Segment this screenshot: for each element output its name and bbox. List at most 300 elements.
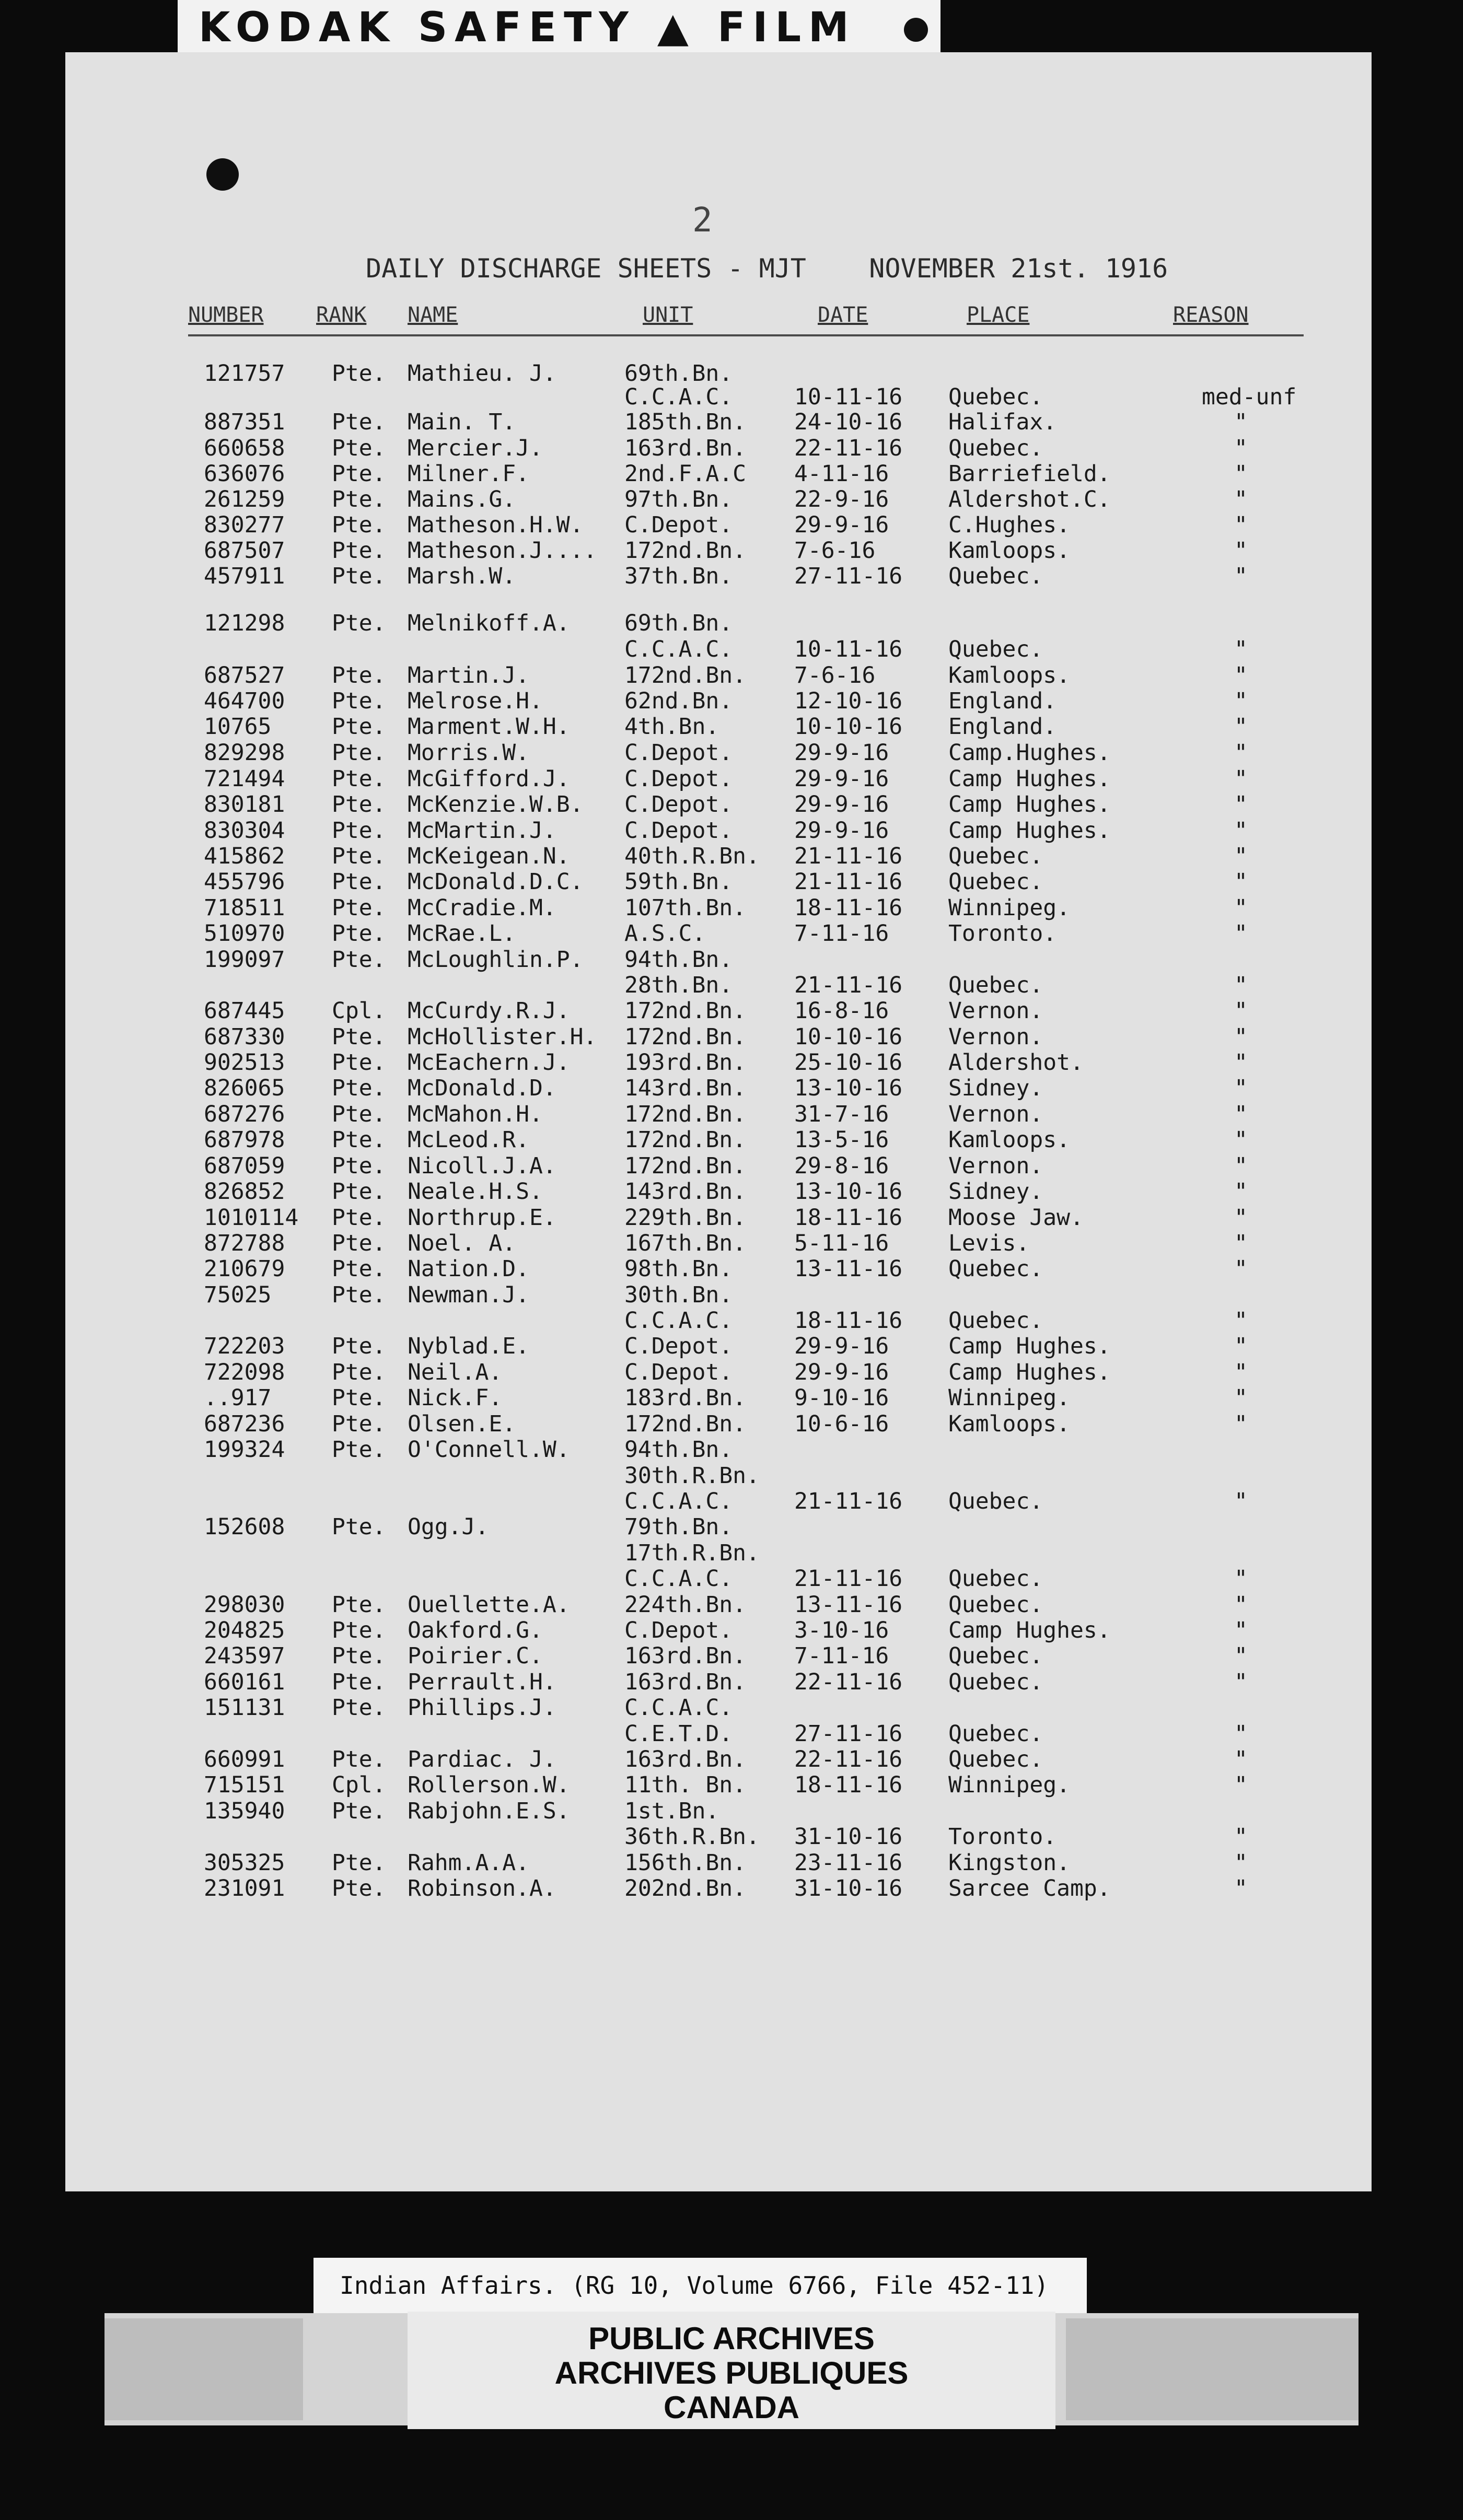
cell-name: Rollerson.W.: [408, 1772, 570, 1798]
cell-place: C.Hughes.: [948, 512, 1070, 538]
cell-unit: 172nd.Bn.: [624, 1153, 746, 1179]
cell-unit: C.C.A.C.: [624, 636, 733, 662]
table-row: [65, 563, 1372, 589]
cell-place: Vernon.: [948, 1101, 1043, 1127]
cell-unit: 97th.Bn.: [624, 486, 733, 512]
cell-rank: Pte.: [332, 1643, 386, 1669]
cell-name: Perrault.H.: [408, 1669, 556, 1695]
cell-reason: med-unf: [1202, 384, 1297, 410]
table-row: [65, 791, 1372, 818]
cell-name: Nick.F.: [408, 1385, 503, 1411]
cell-place: Toronto.: [948, 1824, 1057, 1850]
cell-reason: ": [1234, 791, 1248, 818]
cell-rank: Pte.: [332, 740, 386, 766]
header-reason: REASON: [1173, 303, 1249, 327]
cell-reason: ": [1234, 1205, 1248, 1231]
cell-rank: Pte.: [332, 1205, 386, 1231]
header-unit: UNIT: [643, 303, 693, 327]
table-row: [65, 1824, 1372, 1850]
cell-date: 29-9-16: [794, 1333, 889, 1359]
cell-rank: Cpl.: [332, 1772, 386, 1798]
table-row: [65, 920, 1372, 947]
cell-number: 1010114: [204, 1205, 299, 1231]
cell-place: Quebec.: [948, 1746, 1043, 1772]
cell-unit: C.C.A.C.: [624, 1566, 733, 1592]
cell-rank: Pte.: [332, 461, 386, 487]
cell-reason: ": [1234, 1669, 1248, 1695]
cell-name: McGifford.J.: [408, 766, 570, 792]
cell-number: 199097: [204, 947, 285, 973]
cell-unit: 143rd.Bn.: [624, 1179, 746, 1205]
table-row: [65, 1540, 1372, 1566]
film-leader-segment: [104, 2318, 303, 2420]
cell-name: McMahon.H.: [408, 1101, 543, 1127]
cell-unit: 167th.Bn.: [624, 1230, 746, 1256]
cell-reason: ": [1234, 409, 1248, 435]
cell-rank: Pte.: [332, 1617, 386, 1643]
cell-reason: ": [1234, 512, 1248, 538]
cell-date: 31-7-16: [794, 1101, 889, 1127]
cell-date: 21-11-16: [794, 1488, 903, 1514]
discharge-sheet-page: [65, 52, 1372, 2191]
cell-name: McCurdy.R.J.: [408, 998, 570, 1024]
cell-number: 687059: [204, 1153, 285, 1179]
cell-place: Vernon.: [948, 1024, 1043, 1050]
table-row: [65, 1669, 1372, 1695]
cell-unit: 79th.Bn.: [624, 1514, 733, 1540]
cell-date: 23-11-16: [794, 1850, 903, 1876]
cell-place: Kamloops.: [948, 1411, 1070, 1437]
cell-number: 660991: [204, 1746, 285, 1772]
table-row: [65, 998, 1372, 1024]
archive-line-3: CANADA: [664, 2390, 799, 2425]
cell-unit: 30th.R.Bn.: [624, 1463, 760, 1489]
table-row: [65, 1798, 1372, 1824]
cell-number: 261259: [204, 486, 285, 512]
cell-name: Oakford.G.: [408, 1617, 543, 1643]
cell-reason: ": [1234, 1127, 1248, 1153]
cell-rank: Pte.: [332, 435, 386, 461]
cell-place: Quebec.: [948, 563, 1043, 589]
cell-number: 830304: [204, 818, 285, 844]
cell-reason: ": [1234, 1746, 1248, 1772]
cell-reason: ": [1234, 1643, 1248, 1669]
cell-unit: 163rd.Bn.: [624, 435, 746, 461]
cell-place: Aldershot.: [948, 1049, 1084, 1076]
cell-place: Quebec.: [948, 972, 1043, 998]
table-row: [65, 1385, 1372, 1411]
cell-unit: 62nd.Bn.: [624, 688, 733, 714]
cell-number: 829298: [204, 740, 285, 766]
cell-rank: Pte.: [332, 947, 386, 973]
cell-unit: 37th.Bn.: [624, 563, 733, 589]
cell-place: Kingston.: [948, 1850, 1070, 1876]
cell-date: 21-11-16: [794, 843, 903, 869]
cell-rank: Pte.: [332, 563, 386, 589]
cell-name: Ogg.J.: [408, 1514, 489, 1540]
cell-date: 10-10-16: [794, 714, 903, 740]
cell-number: 660658: [204, 435, 285, 461]
cell-rank: Pte.: [332, 662, 386, 689]
table-row: [65, 947, 1372, 973]
cell-rank: Pte.: [332, 1875, 386, 1901]
cell-rank: Pte.: [332, 688, 386, 714]
cell-number: 455796: [204, 869, 285, 895]
cell-rank: Pte.: [332, 1230, 386, 1256]
cell-place: Quebec.: [948, 384, 1043, 410]
cell-number: 826852: [204, 1179, 285, 1205]
cell-number: 510970: [204, 920, 285, 947]
cell-number: 887351: [204, 409, 285, 435]
cell-place: England.: [948, 688, 1057, 714]
cell-name: Morris.W.: [408, 740, 529, 766]
cell-date: 29-9-16: [794, 791, 889, 818]
cell-place: Quebec.: [948, 435, 1043, 461]
cell-place: Camp Hughes.: [948, 1359, 1111, 1385]
cell-place: Barriefield.: [948, 461, 1111, 487]
cell-unit: 17th.R.Bn.: [624, 1540, 760, 1566]
table-row: [65, 538, 1372, 564]
cell-name: Nation.D.: [408, 1256, 529, 1282]
cell-place: Camp Hughes.: [948, 1333, 1111, 1359]
table-row: [65, 1359, 1372, 1385]
cell-date: 13-11-16: [794, 1256, 903, 1282]
film-edge-label: KODAK SAFETY ▲ FILM: [199, 4, 856, 51]
cell-unit: 107th.Bn.: [624, 895, 746, 921]
cell-reason: ": [1234, 1333, 1248, 1359]
table-row: [65, 512, 1372, 538]
cell-number: 687276: [204, 1101, 285, 1127]
cell-date: 22-9-16: [794, 486, 889, 512]
cell-place: Toronto.: [948, 920, 1057, 947]
cell-name: McDonald.D.: [408, 1075, 556, 1101]
archive-line-1: PUBLIC ARCHIVES: [588, 2321, 875, 2356]
table-row: [65, 1592, 1372, 1618]
cell-unit: 183rd.Bn.: [624, 1385, 746, 1411]
table-row: [65, 1205, 1372, 1231]
table-row: [65, 895, 1372, 921]
cell-name: Phillips.J.: [408, 1695, 556, 1721]
cell-number: 687330: [204, 1024, 285, 1050]
cell-unit: C.C.A.C.: [624, 384, 733, 410]
cell-name: Robinson.A.: [408, 1875, 556, 1901]
cell-name: Nyblad.E.: [408, 1333, 529, 1359]
cell-reason: ": [1234, 740, 1248, 766]
cell-date: 18-11-16: [794, 1308, 903, 1334]
cell-place: Moose Jaw.: [948, 1205, 1084, 1231]
cell-unit: 172nd.Bn.: [624, 1024, 746, 1050]
cell-place: Sarcee Camp.: [948, 1875, 1111, 1901]
cell-unit: 193rd.Bn.: [624, 1049, 746, 1076]
cell-unit: C.E.T.D.: [624, 1721, 733, 1747]
cell-reason: ": [1234, 1721, 1248, 1747]
cell-date: 9-10-16: [794, 1385, 889, 1411]
cell-rank: Pte.: [332, 714, 386, 740]
cell-reason: ": [1234, 538, 1248, 564]
cell-name: Newman.J.: [408, 1282, 529, 1308]
cell-rank: Pte.: [332, 486, 386, 512]
cell-date: 13-11-16: [794, 1592, 903, 1618]
cell-reason: ": [1234, 895, 1248, 921]
cell-place: Vernon.: [948, 1153, 1043, 1179]
cell-rank: Pte.: [332, 1746, 386, 1772]
cell-unit: C.C.A.C.: [624, 1488, 733, 1514]
cell-date: 22-11-16: [794, 1746, 903, 1772]
cell-reason: ": [1234, 1101, 1248, 1127]
cell-unit: 172nd.Bn.: [624, 1127, 746, 1153]
cell-unit: 4th.Bn.: [624, 714, 719, 740]
cell-rank: Pte.: [332, 1359, 386, 1385]
cell-rank: Pte.: [332, 869, 386, 895]
cell-place: Halifax.: [948, 409, 1057, 435]
table-row: [65, 610, 1372, 636]
cell-number: ..917: [204, 1385, 272, 1411]
cell-rank: Pte.: [332, 843, 386, 869]
cell-number: 636076: [204, 461, 285, 487]
cell-reason: ": [1234, 662, 1248, 689]
table-row: [65, 1566, 1372, 1592]
cell-date: 31-10-16: [794, 1875, 903, 1901]
cell-reason: ": [1234, 869, 1248, 895]
cell-number: 872788: [204, 1230, 285, 1256]
cell-place: Winnipeg.: [948, 1385, 1070, 1411]
cell-date: 18-11-16: [794, 1205, 903, 1231]
cell-unit: 163rd.Bn.: [624, 1669, 746, 1695]
cell-number: 826065: [204, 1075, 285, 1101]
cell-number: 457911: [204, 563, 285, 589]
cell-date: 18-11-16: [794, 1772, 903, 1798]
cell-rank: Pte.: [332, 920, 386, 947]
header-place: PLACE: [967, 303, 1030, 327]
cell-place: Quebec.: [948, 1643, 1043, 1669]
cell-reason: ": [1234, 818, 1248, 844]
cell-place: Kamloops.: [948, 1127, 1070, 1153]
cell-date: 10-11-16: [794, 384, 903, 410]
cell-number: 75025: [204, 1282, 272, 1308]
cell-rank: Pte.: [332, 766, 386, 792]
cell-date: 4-11-16: [794, 461, 889, 487]
cell-name: Noel. A.: [408, 1230, 516, 1256]
table-row: [65, 740, 1372, 766]
table-row: [65, 1643, 1372, 1669]
cell-name: Poirier.C.: [408, 1643, 543, 1669]
cell-unit: 40th.R.Bn.: [624, 843, 760, 869]
cell-reason: ": [1234, 1359, 1248, 1385]
cell-rank: Pte.: [332, 1333, 386, 1359]
table-row: [65, 435, 1372, 461]
reference-label: [314, 2258, 1087, 2314]
cell-place: Winnipeg.: [948, 1772, 1070, 1798]
cell-name: Melnikoff.A.: [408, 610, 570, 636]
cell-rank: Pte.: [332, 1179, 386, 1205]
cell-number: 687236: [204, 1411, 285, 1437]
cell-date: 22-11-16: [794, 435, 903, 461]
cell-name: McLeod.R.: [408, 1127, 529, 1153]
cell-reason: ": [1234, 1875, 1248, 1901]
cell-unit: 30th.Bn.: [624, 1282, 733, 1308]
cell-date: 10-11-16: [794, 636, 903, 662]
cell-name: Rabjohn.E.S.: [408, 1798, 570, 1824]
cell-unit: 163rd.Bn.: [624, 1746, 746, 1772]
cell-name: McCradie.M.: [408, 895, 556, 921]
table-row: [65, 1049, 1372, 1076]
cell-name: Melrose.H.: [408, 688, 543, 714]
cell-number: 415862: [204, 843, 285, 869]
cell-date: 10-10-16: [794, 1024, 903, 1050]
cell-date: 27-11-16: [794, 563, 903, 589]
cell-unit: 2nd.F.A.C: [624, 461, 746, 487]
cell-name: Martin.J.: [408, 662, 529, 689]
cell-date: 18-11-16: [794, 895, 903, 921]
table-row: [65, 636, 1372, 662]
cell-name: Marsh.W.: [408, 563, 516, 589]
cell-number: 10765: [204, 714, 272, 740]
cell-unit: 94th.Bn.: [624, 947, 733, 973]
cell-place: Quebec.: [948, 843, 1043, 869]
cell-reason: ": [1234, 972, 1248, 998]
table-row: [65, 1437, 1372, 1463]
table-row: [65, 1721, 1372, 1747]
cell-unit: C.Depot.: [624, 1359, 733, 1385]
table-row: [65, 1875, 1372, 1901]
table-row: [65, 1075, 1372, 1101]
cell-reason: ": [1234, 461, 1248, 487]
archive-line-2: ARCHIVES PUBLIQUES: [554, 2355, 909, 2390]
cell-place: Kamloops.: [948, 538, 1070, 564]
cell-rank: Pte.: [332, 791, 386, 818]
cell-reason: ": [1234, 1617, 1248, 1643]
cell-number: 715151: [204, 1772, 285, 1798]
cell-rank: Pte.: [332, 1256, 386, 1282]
cell-reason: ": [1234, 1049, 1248, 1076]
cell-name: McKeigean.N.: [408, 843, 570, 869]
cell-name: Nicoll.J.A.: [408, 1153, 556, 1179]
cell-rank: Pte.: [332, 1024, 386, 1050]
cell-date: 16-8-16: [794, 998, 889, 1024]
cell-rank: Cpl.: [332, 998, 386, 1024]
table-row: [65, 662, 1372, 689]
cell-place: Levis.: [948, 1230, 1030, 1256]
cell-place: Quebec.: [948, 1669, 1043, 1695]
cell-date: 29-8-16: [794, 1153, 889, 1179]
cell-name: Mathieu. J.: [408, 360, 556, 387]
cell-number: 722203: [204, 1333, 285, 1359]
cell-unit: 11th. Bn.: [624, 1772, 746, 1798]
cell-unit: C.Depot.: [624, 512, 733, 538]
cell-rank: Pte.: [332, 1592, 386, 1618]
cell-unit: 202nd.Bn.: [624, 1875, 746, 1901]
cell-rank: Pte.: [332, 1153, 386, 1179]
cell-reason: ": [1234, 688, 1248, 714]
cell-place: Quebec.: [948, 1308, 1043, 1334]
cell-date: 3-10-16: [794, 1617, 889, 1643]
cell-rank: Pte.: [332, 1669, 386, 1695]
cell-name: McHollister.H.: [408, 1024, 597, 1050]
table-row: [65, 461, 1372, 487]
cell-number: 151131: [204, 1695, 285, 1721]
cell-number: 902513: [204, 1049, 285, 1076]
cell-date: 7-6-16: [794, 538, 876, 564]
cell-rank: Pte.: [332, 360, 386, 387]
cell-reason: ": [1234, 1179, 1248, 1205]
table-row: [65, 1850, 1372, 1876]
cell-rank: Pte.: [332, 610, 386, 636]
table-row: [65, 1617, 1372, 1643]
cell-number: 721494: [204, 766, 285, 792]
cell-reason: ": [1234, 998, 1248, 1024]
cell-name: O'Connell.W.: [408, 1437, 570, 1463]
cell-place: Quebec.: [948, 1566, 1043, 1592]
cell-place: Kamloops.: [948, 662, 1070, 689]
cell-unit: 185th.Bn.: [624, 409, 746, 435]
cell-name: Northrup.E.: [408, 1205, 556, 1231]
cell-date: 7-11-16: [794, 920, 889, 947]
cell-name: Neale.H.S.: [408, 1179, 543, 1205]
table-row: [65, 1308, 1372, 1334]
table-row: [65, 1746, 1372, 1772]
cell-unit: C.Depot.: [624, 1333, 733, 1359]
cell-date: 10-6-16: [794, 1411, 889, 1437]
cell-rank: Pte.: [332, 1282, 386, 1308]
table-row: [65, 1127, 1372, 1153]
film-sprocket-dot: [904, 18, 928, 42]
cell-reason: ": [1234, 1566, 1248, 1592]
cell-place: Vernon.: [948, 998, 1043, 1024]
table-row: [65, 360, 1372, 387]
table-row: [65, 714, 1372, 740]
cell-name: Pardiac. J.: [408, 1746, 556, 1772]
table-row: [65, 1153, 1372, 1179]
cell-date: 12-10-16: [794, 688, 903, 714]
cell-name: McEachern.J.: [408, 1049, 570, 1076]
table-row: [65, 1411, 1372, 1437]
cell-rank: Pte.: [332, 1385, 386, 1411]
table-row: [65, 1256, 1372, 1282]
cell-reason: ": [1234, 1592, 1248, 1618]
header-name: NAME: [408, 303, 458, 327]
table-row: [65, 972, 1372, 998]
cell-number: 464700: [204, 688, 285, 714]
cell-unit: C.Depot.: [624, 740, 733, 766]
cell-unit: C.Depot.: [624, 1617, 733, 1643]
cell-name: Mains.G.: [408, 486, 516, 512]
cell-reason: ": [1234, 1385, 1248, 1411]
table-row: [65, 843, 1372, 869]
cell-rank: Pte.: [332, 1695, 386, 1721]
cell-unit: 229th.Bn.: [624, 1205, 746, 1231]
cell-number: 718511: [204, 895, 285, 921]
cell-date: 7-6-16: [794, 662, 876, 689]
table-row: [65, 1230, 1372, 1256]
cell-place: Camp Hughes.: [948, 766, 1111, 792]
cell-reason: ": [1234, 766, 1248, 792]
discharge-table: [65, 52, 1372, 2191]
cell-reason: ": [1234, 636, 1248, 662]
cell-place: Camp.Hughes.: [948, 740, 1111, 766]
cell-rank: Pte.: [332, 409, 386, 435]
cell-rank: Pte.: [332, 512, 386, 538]
cell-name: Neil.A.: [408, 1359, 503, 1385]
page-title: DAILY DISCHARGE SHEETS - MJT NOVEMBER 21st. 1916: [366, 253, 1168, 284]
cell-place: Winnipeg.: [948, 895, 1070, 921]
cell-reason: ": [1234, 920, 1248, 947]
cell-number: 722098: [204, 1359, 285, 1385]
cell-number: 687978: [204, 1127, 285, 1153]
cell-place: Camp Hughes.: [948, 1617, 1111, 1643]
cell-unit: C.C.A.C.: [624, 1308, 733, 1334]
table-row: [65, 1488, 1372, 1514]
cell-number: 687445: [204, 998, 285, 1024]
